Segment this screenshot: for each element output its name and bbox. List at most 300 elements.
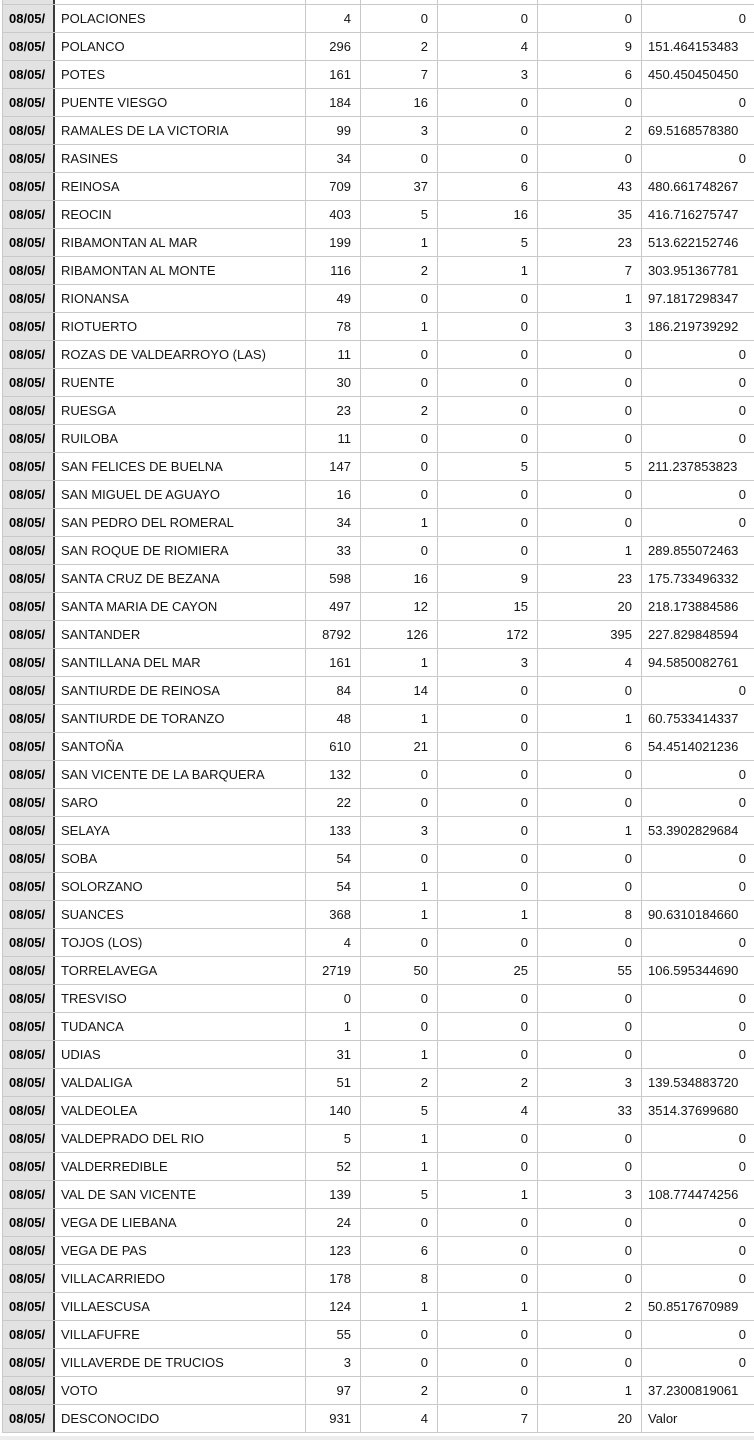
value-cell-3[interactable]: 0 xyxy=(438,929,538,956)
value-cell-4[interactable]: 0 xyxy=(538,845,642,872)
value-cell-3[interactable]: 0 xyxy=(438,1237,538,1264)
value-cell-3[interactable]: 0 xyxy=(438,313,538,340)
value-cell-2[interactable]: 5 xyxy=(361,1181,438,1208)
municipality-cell[interactable]: SANTOÑA xyxy=(55,733,306,760)
value-cell-3[interactable]: 15 xyxy=(438,593,538,620)
date-cell[interactable]: 08/05/ xyxy=(3,1013,55,1040)
value-cell-4[interactable]: 5 xyxy=(538,453,642,480)
municipality-cell[interactable]: VOTO xyxy=(55,1377,306,1404)
value-cell-1[interactable]: 30 xyxy=(306,369,361,396)
value-cell-1[interactable]: 403 xyxy=(306,201,361,228)
value-cell-1[interactable]: 132 xyxy=(306,761,361,788)
municipality-cell[interactable]: SOBA xyxy=(55,845,306,872)
municipality-cell[interactable]: RIOTUERTO xyxy=(55,313,306,340)
value-cell-3[interactable]: 3 xyxy=(438,649,538,676)
municipality-cell[interactable]: SANTA MARIA DE CAYON xyxy=(55,593,306,620)
municipality-cell[interactable]: SANTA CRUZ DE BEZANA xyxy=(55,565,306,592)
value-cell-4[interactable]: 0 xyxy=(538,873,642,900)
value-cell-1[interactable]: 54 xyxy=(306,873,361,900)
rate-cell[interactable]: 0 xyxy=(738,795,746,810)
value-cell-2[interactable]: 1 xyxy=(361,1153,438,1180)
date-cell[interactable]: 08/05/ xyxy=(3,733,55,760)
municipality-cell[interactable]: UDIAS xyxy=(55,1041,306,1068)
rate-cell[interactable]: 90.6310184660 xyxy=(648,907,739,922)
rate-cell[interactable]: 0 xyxy=(738,1271,746,1286)
municipality-cell[interactable]: VILLAFUFRE xyxy=(55,1321,306,1348)
value-cell-3[interactable]: 1 xyxy=(438,257,538,284)
value-cell-1[interactable]: 48 xyxy=(306,705,361,732)
rate-cell[interactable]: 0 xyxy=(738,95,746,110)
municipality-cell[interactable]: SAN VICENTE DE LA BARQUERA xyxy=(55,761,306,788)
municipality-cell[interactable]: VILLAVERDE DE TRUCIOS xyxy=(55,1349,306,1376)
date-cell[interactable]: 08/05/ xyxy=(3,1321,55,1348)
value-cell-1[interactable]: 34 xyxy=(306,145,361,172)
value-cell-2[interactable]: 2 xyxy=(361,1069,438,1096)
rate-cell[interactable]: Valor xyxy=(648,1411,678,1426)
rate-cell[interactable]: 0 xyxy=(738,151,746,166)
value-cell-4[interactable]: 0 xyxy=(538,985,642,1012)
rate-cell[interactable]: 289.855072463 xyxy=(648,543,739,558)
value-cell-4[interactable]: 3 xyxy=(538,1181,642,1208)
value-cell-3[interactable]: 0 xyxy=(438,873,538,900)
value-cell-2[interactable]: 0 xyxy=(361,453,438,480)
rate-cell[interactable]: 0 xyxy=(738,879,746,894)
value-cell-2[interactable]: 0 xyxy=(361,425,438,452)
value-cell-1[interactable]: 52 xyxy=(306,1153,361,1180)
value-cell-1[interactable]: 178 xyxy=(306,1265,361,1292)
date-cell[interactable]: 08/05/ xyxy=(3,677,55,704)
value-cell-4[interactable]: 0 xyxy=(538,425,642,452)
value-cell-2[interactable]: 8 xyxy=(361,1265,438,1292)
value-cell-1[interactable]: 598 xyxy=(306,565,361,592)
value-cell-4[interactable]: 6 xyxy=(538,61,642,88)
value-cell-1[interactable]: 4 xyxy=(306,5,361,32)
value-cell-3[interactable]: 0 xyxy=(438,145,538,172)
value-cell-1[interactable]: 116 xyxy=(306,257,361,284)
rate-cell[interactable]: 175.733496332 xyxy=(648,571,739,586)
value-cell-4[interactable]: 0 xyxy=(538,1265,642,1292)
date-cell[interactable]: 08/05/ xyxy=(3,453,55,480)
municipality-cell[interactable]: VEGA DE LIEBANA xyxy=(55,1209,306,1236)
value-cell-1[interactable]: 49 xyxy=(306,285,361,312)
value-cell-3[interactable]: 0 xyxy=(438,705,538,732)
date-cell[interactable]: 08/05/ xyxy=(3,1405,55,1432)
date-cell[interactable]: 08/05/ xyxy=(3,89,55,116)
value-cell-4[interactable]: 20 xyxy=(538,593,642,620)
value-cell-1[interactable]: 84 xyxy=(306,677,361,704)
date-cell[interactable]: 08/05/ xyxy=(3,873,55,900)
date-cell[interactable]: 08/05/ xyxy=(3,537,55,564)
date-cell[interactable]: 08/05/ xyxy=(3,117,55,144)
value-cell-1[interactable]: 123 xyxy=(306,1237,361,1264)
value-cell-3[interactable]: 0 xyxy=(438,1041,538,1068)
value-cell-1[interactable]: 296 xyxy=(306,33,361,60)
value-cell-2[interactable]: 1 xyxy=(361,509,438,536)
value-cell-2[interactable]: 0 xyxy=(361,369,438,396)
value-cell-3[interactable]: 4 xyxy=(438,33,538,60)
value-cell-3[interactable]: 0 xyxy=(438,509,538,536)
value-cell-2[interactable]: 1 xyxy=(361,313,438,340)
municipality-cell[interactable]: VALDEPRADO DEL RIO xyxy=(55,1125,306,1152)
date-cell[interactable]: 08/05/ xyxy=(3,901,55,928)
value-cell-2[interactable]: 37 xyxy=(361,173,438,200)
rate-cell[interactable]: 108.774474256 xyxy=(648,1187,739,1202)
value-cell-2[interactable]: 1 xyxy=(361,1293,438,1320)
date-cell[interactable]: 08/05/ xyxy=(3,957,55,984)
date-cell[interactable]: 08/05/ xyxy=(3,1153,55,1180)
municipality-cell[interactable]: RAMALES DE LA VICTORIA xyxy=(55,117,306,144)
value-cell-2[interactable]: 0 xyxy=(361,761,438,788)
date-cell[interactable]: 08/05/ xyxy=(3,1237,55,1264)
value-cell-2[interactable]: 0 xyxy=(361,537,438,564)
municipality-cell[interactable]: POLACIONES xyxy=(55,5,306,32)
value-cell-3[interactable]: 16 xyxy=(438,201,538,228)
value-cell-4[interactable]: 0 xyxy=(538,929,642,956)
municipality-cell[interactable]: TUDANCA xyxy=(55,1013,306,1040)
value-cell-3[interactable]: 0 xyxy=(438,1125,538,1152)
municipality-cell[interactable]: VEGA DE PAS xyxy=(55,1237,306,1264)
value-cell-4[interactable]: 395 xyxy=(538,621,642,648)
municipality-cell[interactable]: REOCIN xyxy=(55,201,306,228)
value-cell-2[interactable]: 2 xyxy=(361,33,438,60)
value-cell-4[interactable]: 0 xyxy=(538,509,642,536)
value-cell-2[interactable]: 5 xyxy=(361,201,438,228)
value-cell-2[interactable]: 0 xyxy=(361,789,438,816)
value-cell-4[interactable]: 20 xyxy=(538,1405,642,1432)
value-cell-2[interactable]: 0 xyxy=(361,341,438,368)
value-cell-3[interactable]: 1 xyxy=(438,1181,538,1208)
rate-cell[interactable]: 0 xyxy=(738,683,746,698)
value-cell-3[interactable]: 0 xyxy=(438,5,538,32)
value-cell-3[interactable]: 0 xyxy=(438,985,538,1012)
value-cell-1[interactable]: 1 xyxy=(306,1013,361,1040)
date-cell[interactable]: 08/05/ xyxy=(3,173,55,200)
rate-cell[interactable]: 0 xyxy=(738,11,746,26)
rate-cell[interactable]: 0 xyxy=(738,375,746,390)
value-cell-1[interactable]: 22 xyxy=(306,789,361,816)
value-cell-2[interactable]: 1 xyxy=(361,1041,438,1068)
value-cell-1[interactable]: 610 xyxy=(306,733,361,760)
value-cell-1[interactable]: 11 xyxy=(306,425,361,452)
value-cell-1[interactable]: 931 xyxy=(306,1405,361,1432)
date-cell[interactable]: 08/05/ xyxy=(3,5,55,32)
value-cell-1[interactable]: 5 xyxy=(306,1125,361,1152)
value-cell-2[interactable]: 0 xyxy=(361,1209,438,1236)
rate-cell[interactable]: 106.595344690 xyxy=(648,963,739,978)
value-cell-2[interactable]: 1 xyxy=(361,1125,438,1152)
value-cell-4[interactable]: 4 xyxy=(538,649,642,676)
municipality-cell[interactable]: TORRELAVEGA xyxy=(55,957,306,984)
value-cell-1[interactable]: 4 xyxy=(306,929,361,956)
date-cell[interactable]: 08/05/ xyxy=(3,425,55,452)
value-cell-1[interactable]: 55 xyxy=(306,1321,361,1348)
rate-cell[interactable]: 0 xyxy=(738,403,746,418)
value-cell-2[interactable]: 21 xyxy=(361,733,438,760)
rate-cell[interactable]: 0 xyxy=(738,431,746,446)
value-cell-1[interactable]: 31 xyxy=(306,1041,361,1068)
rate-cell[interactable]: 450.450450450 xyxy=(648,67,739,82)
date-cell[interactable]: 08/05/ xyxy=(3,845,55,872)
value-cell-2[interactable]: 2 xyxy=(361,1377,438,1404)
value-cell-4[interactable]: 6 xyxy=(538,733,642,760)
value-cell-2[interactable]: 0 xyxy=(361,5,438,32)
rate-cell[interactable]: 186.219739292 xyxy=(648,319,739,334)
municipality-cell[interactable]: SAN MIGUEL DE AGUAYO xyxy=(55,481,306,508)
date-cell[interactable]: 08/05/ xyxy=(3,509,55,536)
municipality-cell[interactable]: TRESVISO xyxy=(55,985,306,1012)
date-cell[interactable]: 08/05/ xyxy=(3,1125,55,1152)
value-cell-2[interactable]: 0 xyxy=(361,1349,438,1376)
value-cell-4[interactable]: 0 xyxy=(538,761,642,788)
value-cell-3[interactable]: 0 xyxy=(438,1377,538,1404)
rate-cell[interactable]: 0 xyxy=(738,935,746,950)
value-cell-1[interactable]: 33 xyxy=(306,537,361,564)
value-cell-2[interactable]: 1 xyxy=(361,901,438,928)
date-cell[interactable]: 08/05/ xyxy=(3,1181,55,1208)
value-cell-4[interactable]: 0 xyxy=(538,1153,642,1180)
value-cell-2[interactable]: 16 xyxy=(361,565,438,592)
rate-cell[interactable]: 0 xyxy=(738,1047,746,1062)
date-cell[interactable]: 08/05/ xyxy=(3,789,55,816)
value-cell-4[interactable]: 0 xyxy=(538,397,642,424)
value-cell-4[interactable]: 0 xyxy=(538,481,642,508)
value-cell-4[interactable]: 1 xyxy=(538,705,642,732)
value-cell-3[interactable]: 0 xyxy=(438,1153,538,1180)
rate-cell[interactable]: 139.534883720 xyxy=(648,1075,739,1090)
rate-cell[interactable]: 37.2300819061 xyxy=(648,1383,739,1398)
rate-cell[interactable]: 0 xyxy=(738,487,746,502)
rate-cell[interactable]: 0 xyxy=(738,347,746,362)
value-cell-4[interactable]: 3 xyxy=(538,1069,642,1096)
municipality-cell[interactable]: VALDEOLEA xyxy=(55,1097,306,1124)
value-cell-3[interactable]: 0 xyxy=(438,789,538,816)
value-cell-2[interactable]: 1 xyxy=(361,229,438,256)
value-cell-4[interactable]: 23 xyxy=(538,229,642,256)
value-cell-2[interactable]: 14 xyxy=(361,677,438,704)
date-cell[interactable]: 08/05/ xyxy=(3,145,55,172)
value-cell-2[interactable]: 2 xyxy=(361,257,438,284)
value-cell-2[interactable]: 0 xyxy=(361,1013,438,1040)
rate-cell[interactable]: 218.173884586 xyxy=(648,599,739,614)
value-cell-2[interactable]: 16 xyxy=(361,89,438,116)
value-cell-4[interactable]: 35 xyxy=(538,201,642,228)
value-cell-3[interactable]: 0 xyxy=(438,1265,538,1292)
rate-cell[interactable]: 0 xyxy=(738,1355,746,1370)
value-cell-2[interactable]: 1 xyxy=(361,649,438,676)
municipality-cell[interactable]: SAN PEDRO DEL ROMERAL xyxy=(55,509,306,536)
value-cell-2[interactable]: 4 xyxy=(361,1405,438,1432)
value-cell-2[interactable]: 2 xyxy=(361,397,438,424)
value-cell-1[interactable]: 16 xyxy=(306,481,361,508)
value-cell-4[interactable]: 43 xyxy=(538,173,642,200)
value-cell-3[interactable]: 9 xyxy=(438,565,538,592)
municipality-cell[interactable]: SANTILLANA DEL MAR xyxy=(55,649,306,676)
value-cell-2[interactable]: 7 xyxy=(361,61,438,88)
value-cell-4[interactable]: 9 xyxy=(538,33,642,60)
value-cell-4[interactable]: 0 xyxy=(538,89,642,116)
value-cell-4[interactable]: 55 xyxy=(538,957,642,984)
value-cell-1[interactable]: 51 xyxy=(306,1069,361,1096)
value-cell-3[interactable]: 1 xyxy=(438,901,538,928)
municipality-cell[interactable]: VILLAESCUSA xyxy=(55,1293,306,1320)
municipality-cell[interactable]: SANTIURDE DE REINOSA xyxy=(55,677,306,704)
value-cell-1[interactable]: 161 xyxy=(306,61,361,88)
date-cell[interactable]: 08/05/ xyxy=(3,397,55,424)
date-cell[interactable]: 08/05/ xyxy=(3,1041,55,1068)
date-cell[interactable]: 08/05/ xyxy=(3,285,55,312)
municipality-cell[interactable]: RUESGA xyxy=(55,397,306,424)
value-cell-2[interactable]: 126 xyxy=(361,621,438,648)
value-cell-3[interactable]: 25 xyxy=(438,957,538,984)
value-cell-1[interactable]: 709 xyxy=(306,173,361,200)
value-cell-1[interactable]: 184 xyxy=(306,89,361,116)
value-cell-3[interactable]: 6 xyxy=(438,173,538,200)
rate-cell[interactable]: 3514.37699680 xyxy=(648,1103,739,1118)
value-cell-4[interactable]: 3 xyxy=(538,313,642,340)
date-cell[interactable]: 08/05/ xyxy=(3,1349,55,1376)
date-cell[interactable]: 08/05/ xyxy=(3,621,55,648)
municipality-cell[interactable]: SAN ROQUE DE RIOMIERA xyxy=(55,537,306,564)
value-cell-3[interactable]: 0 xyxy=(438,845,538,872)
value-cell-4[interactable]: 0 xyxy=(538,1041,642,1068)
value-cell-1[interactable]: 24 xyxy=(306,1209,361,1236)
value-cell-2[interactable]: 0 xyxy=(361,481,438,508)
value-cell-3[interactable]: 3 xyxy=(438,61,538,88)
date-cell[interactable]: 08/05/ xyxy=(3,481,55,508)
value-cell-1[interactable]: 11 xyxy=(306,341,361,368)
value-cell-1[interactable]: 124 xyxy=(306,1293,361,1320)
value-cell-1[interactable]: 99 xyxy=(306,117,361,144)
rate-cell[interactable]: 53.3902829684 xyxy=(648,823,739,838)
rate-cell[interactable]: 303.951367781 xyxy=(648,263,739,278)
value-cell-4[interactable]: 23 xyxy=(538,565,642,592)
value-cell-4[interactable]: 7 xyxy=(538,257,642,284)
rate-cell[interactable]: 0 xyxy=(738,991,746,1006)
value-cell-1[interactable]: 54 xyxy=(306,845,361,872)
value-cell-3[interactable]: 0 xyxy=(438,369,538,396)
date-cell[interactable]: 08/05/ xyxy=(3,817,55,844)
value-cell-1[interactable]: 97 xyxy=(306,1377,361,1404)
value-cell-3[interactable]: 0 xyxy=(438,1321,538,1348)
municipality-cell[interactable]: VALDERREDIBLE xyxy=(55,1153,306,1180)
value-cell-2[interactable]: 3 xyxy=(361,817,438,844)
rate-cell[interactable]: 69.5168578380 xyxy=(648,123,739,138)
date-cell[interactable]: 08/05/ xyxy=(3,649,55,676)
value-cell-2[interactable]: 5 xyxy=(361,1097,438,1124)
date-cell[interactable]: 08/05/ xyxy=(3,565,55,592)
rate-cell[interactable]: 94.5850082761 xyxy=(648,655,739,670)
value-cell-3[interactable]: 0 xyxy=(438,817,538,844)
date-cell[interactable]: 08/05/ xyxy=(3,1097,55,1124)
date-cell[interactable]: 08/05/ xyxy=(3,1293,55,1320)
municipality-cell[interactable]: SOLORZANO xyxy=(55,873,306,900)
municipality-cell[interactable]: VILLACARRIEDO xyxy=(55,1265,306,1292)
municipality-cell[interactable]: DESCONOCIDO xyxy=(55,1405,306,1432)
value-cell-4[interactable]: 1 xyxy=(538,285,642,312)
date-cell[interactable]: 08/05/ xyxy=(3,761,55,788)
value-cell-3[interactable]: 7 xyxy=(438,1405,538,1432)
value-cell-4[interactable]: 0 xyxy=(538,145,642,172)
value-cell-3[interactable]: 0 xyxy=(438,89,538,116)
value-cell-2[interactable]: 6 xyxy=(361,1237,438,1264)
value-cell-2[interactable]: 1 xyxy=(361,705,438,732)
value-cell-1[interactable]: 3 xyxy=(306,1349,361,1376)
date-cell[interactable]: 08/05/ xyxy=(3,229,55,256)
municipality-cell[interactable]: RIBAMONTAN AL MONTE xyxy=(55,257,306,284)
municipality-cell[interactable]: SELAYA xyxy=(55,817,306,844)
value-cell-3[interactable]: 4 xyxy=(438,1097,538,1124)
value-cell-1[interactable]: 78 xyxy=(306,313,361,340)
rate-cell[interactable]: 0 xyxy=(738,1019,746,1034)
date-cell[interactable]: 08/05/ xyxy=(3,1209,55,1236)
value-cell-2[interactable]: 3 xyxy=(361,117,438,144)
municipality-cell[interactable]: RASINES xyxy=(55,145,306,172)
date-cell[interactable]: 08/05/ xyxy=(3,1265,55,1292)
rate-cell[interactable]: 0 xyxy=(738,1159,746,1174)
value-cell-1[interactable]: 8792 xyxy=(306,621,361,648)
value-cell-3[interactable]: 0 xyxy=(438,537,538,564)
value-cell-4[interactable]: 0 xyxy=(538,789,642,816)
municipality-cell[interactable]: VALDALIGA xyxy=(55,1069,306,1096)
value-cell-1[interactable]: 0 xyxy=(306,985,361,1012)
municipality-cell[interactable]: POTES xyxy=(55,61,306,88)
date-cell[interactable]: 08/05/ xyxy=(3,61,55,88)
municipality-cell[interactable]: RUENTE xyxy=(55,369,306,396)
value-cell-3[interactable]: 0 xyxy=(438,1013,538,1040)
municipality-cell[interactable]: SANTIURDE DE TORANZO xyxy=(55,705,306,732)
value-cell-2[interactable]: 0 xyxy=(361,1321,438,1348)
date-cell[interactable]: 08/05/ xyxy=(3,313,55,340)
rate-cell[interactable]: 0 xyxy=(738,1131,746,1146)
rate-cell[interactable]: 0 xyxy=(738,515,746,530)
rate-cell[interactable]: 97.1817298347 xyxy=(648,291,739,306)
value-cell-4[interactable]: 0 xyxy=(538,369,642,396)
value-cell-1[interactable]: 161 xyxy=(306,649,361,676)
value-cell-4[interactable]: 2 xyxy=(538,1293,642,1320)
date-cell[interactable]: 08/05/ xyxy=(3,369,55,396)
municipality-cell[interactable]: SANTANDER xyxy=(55,621,306,648)
value-cell-1[interactable]: 199 xyxy=(306,229,361,256)
value-cell-3[interactable]: 0 xyxy=(438,397,538,424)
rate-cell[interactable]: 480.661748267 xyxy=(648,179,739,194)
value-cell-3[interactable]: 0 xyxy=(438,761,538,788)
value-cell-4[interactable]: 8 xyxy=(538,901,642,928)
rate-cell[interactable]: 0 xyxy=(738,851,746,866)
value-cell-1[interactable]: 497 xyxy=(306,593,361,620)
value-cell-4[interactable]: 1 xyxy=(538,537,642,564)
date-cell[interactable]: 08/05/ xyxy=(3,341,55,368)
value-cell-4[interactable]: 0 xyxy=(538,5,642,32)
value-cell-3[interactable]: 0 xyxy=(438,733,538,760)
date-cell[interactable]: 08/05/ xyxy=(3,929,55,956)
value-cell-1[interactable]: 23 xyxy=(306,397,361,424)
value-cell-1[interactable]: 139 xyxy=(306,1181,361,1208)
value-cell-2[interactable]: 0 xyxy=(361,929,438,956)
value-cell-3[interactable]: 0 xyxy=(438,1209,538,1236)
date-cell[interactable]: 08/05/ xyxy=(3,1069,55,1096)
date-cell[interactable]: 08/05/ xyxy=(3,257,55,284)
value-cell-4[interactable]: 0 xyxy=(538,1125,642,1152)
value-cell-4[interactable]: 0 xyxy=(538,1237,642,1264)
value-cell-1[interactable]: 2719 xyxy=(306,957,361,984)
value-cell-2[interactable]: 0 xyxy=(361,845,438,872)
value-cell-4[interactable]: 0 xyxy=(538,1209,642,1236)
value-cell-3[interactable]: 2 xyxy=(438,1069,538,1096)
value-cell-3[interactable]: 5 xyxy=(438,229,538,256)
value-cell-4[interactable]: 1 xyxy=(538,817,642,844)
value-cell-4[interactable]: 0 xyxy=(538,1349,642,1376)
value-cell-3[interactable]: 0 xyxy=(438,481,538,508)
